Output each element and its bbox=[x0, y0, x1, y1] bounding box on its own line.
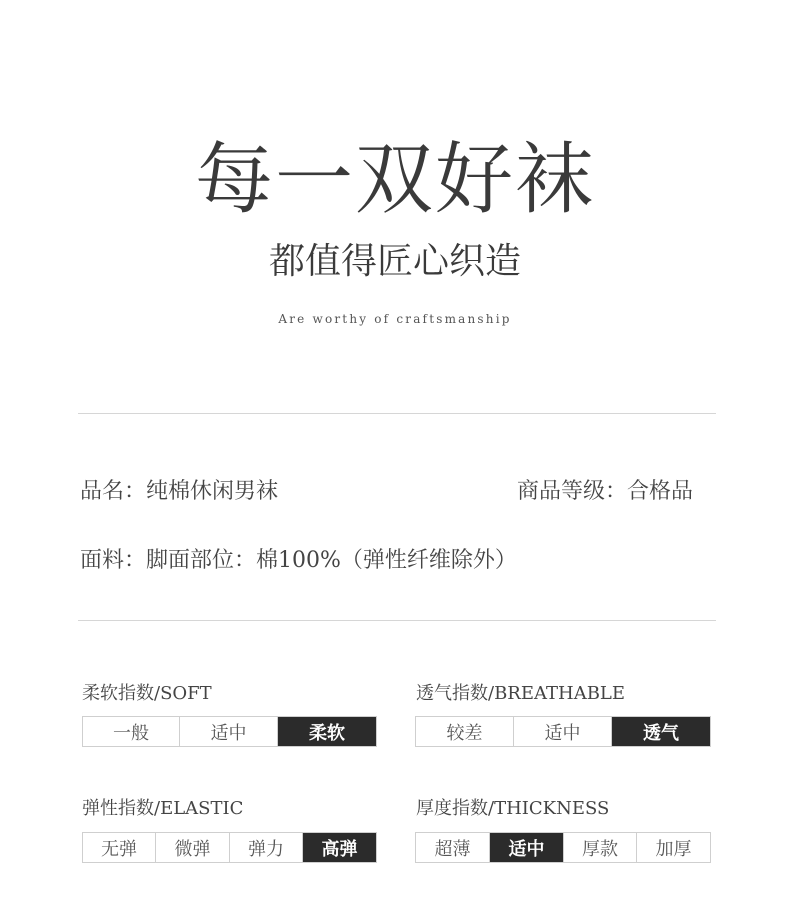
thickness-index-title: 厚度指数/THICKNESS bbox=[416, 798, 610, 819]
elastic-option: 微弹 bbox=[156, 833, 230, 862]
soft-index-title: 柔软指数/SOFT bbox=[82, 683, 212, 704]
thickness-index-scale bbox=[415, 832, 711, 863]
elastic-index-scale bbox=[82, 832, 377, 863]
breathable-option: 适中 bbox=[514, 717, 612, 746]
soft-option: 一般 bbox=[83, 717, 180, 746]
product-material: 面料：脚面部位：棉100%（弹性纤维除外） bbox=[80, 548, 517, 573]
elastic-option: 弹力 bbox=[230, 833, 303, 862]
elastic-option: 无弹 bbox=[83, 833, 156, 862]
hero-subtitle: 都值得匠心织造 bbox=[268, 241, 521, 282]
thickness-option: 厚款 bbox=[564, 833, 637, 862]
hero-english-tagline: Are worthy of craftsmanship bbox=[278, 312, 512, 326]
thickness-option: 加厚 bbox=[655, 838, 692, 860]
breathable-option: 较差 bbox=[416, 717, 514, 746]
product-name: 品名：纯棉休闲男袜 bbox=[80, 479, 279, 504]
divider-top bbox=[78, 413, 716, 414]
product-grade: 商品等级：合格品 bbox=[517, 479, 694, 504]
breathable-index-title: 透气指数/BREATHABLE bbox=[416, 683, 626, 704]
hero-title: 每一双好袜 bbox=[194, 135, 595, 225]
soft-option-selected: 柔软 bbox=[278, 717, 376, 746]
thickness-option: 超薄 bbox=[416, 833, 490, 862]
soft-option: 适中 bbox=[180, 717, 278, 746]
breathable-option-selected: 透气 bbox=[612, 717, 710, 746]
thickness-option-selected: 适中 bbox=[490, 833, 564, 862]
elastic-option-selected: 高弹 bbox=[303, 833, 376, 862]
breathable-index-scale bbox=[415, 716, 711, 747]
divider-middle bbox=[78, 620, 716, 621]
elastic-index-title: 弹性指数/ELASTIC bbox=[82, 798, 244, 819]
soft-index-scale bbox=[82, 716, 377, 747]
